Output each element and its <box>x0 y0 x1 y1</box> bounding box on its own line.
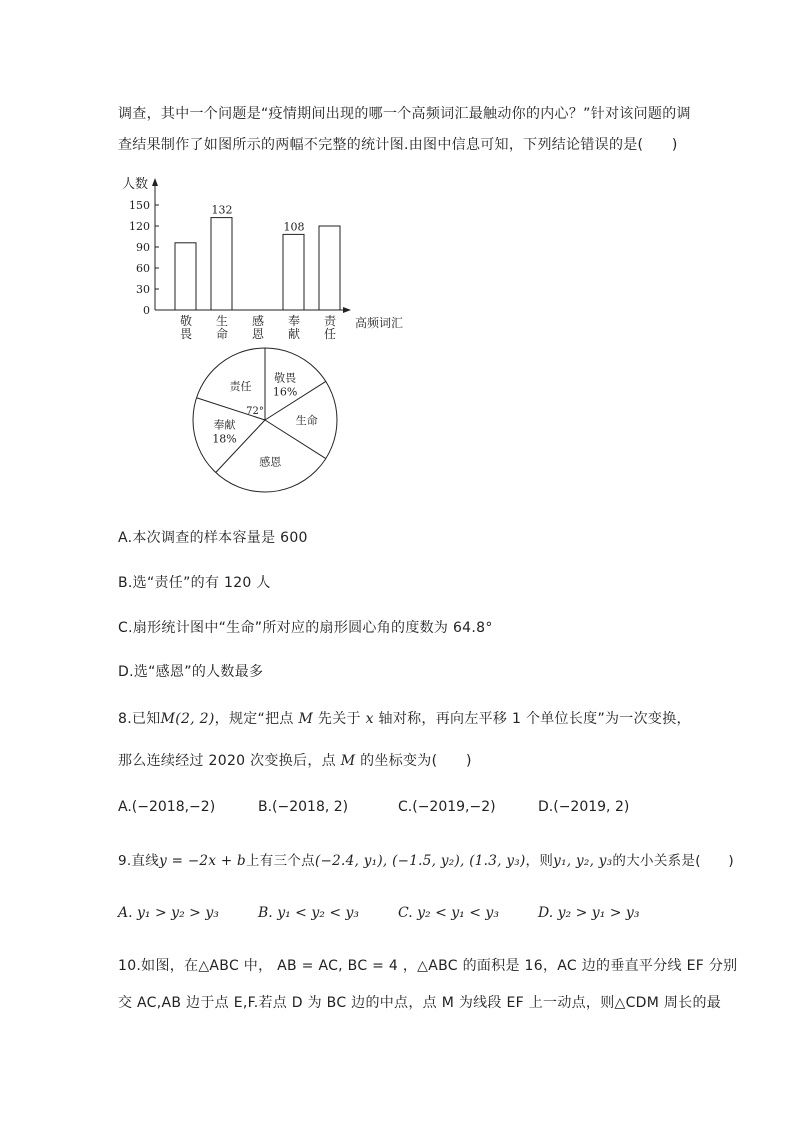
x-tick-label: 生 <box>215 314 229 328</box>
y-tick-label: 60 <box>136 262 150 275</box>
q8-option-a: A.(−2018,−2) <box>118 799 216 815</box>
q7-option-d: D.选“感恩”的人数最多 <box>118 664 264 680</box>
y-axis-arrow <box>152 178 158 186</box>
q8-line-2 <box>118 750 472 770</box>
pie-angle-label: 72° <box>246 406 264 417</box>
q10-line-1: 10.如图，在△ABC 中， AB = AC, BC = 4 ，△ABC 的面积是 16，AC 边的垂直平分线 EF 分别 <box>118 958 738 974</box>
q9-option-c: C. y₂ < y₁ < y₃ <box>398 905 499 921</box>
q8-mid2: 先关于 <box>317 711 361 727</box>
y-tick-label: 30 <box>136 283 150 296</box>
intro-line-1: 调查，其中一个问题是“疫情期间出现的哪一个高频词汇最触动你的内心？”针对该问题的调 <box>118 106 691 122</box>
x-tick-label: 命 <box>215 327 229 341</box>
bar-责任 <box>319 226 340 310</box>
pie-slice-name: 敬畏 <box>274 371 297 385</box>
bar-data-label: 132 <box>211 203 233 217</box>
bar-data-label: 108 <box>283 220 305 234</box>
x-tick-label: 恩 <box>251 327 265 341</box>
pie-slice-name: 奉献 <box>213 418 236 432</box>
q7-option-a: A.本次调查的样本容量是 600 <box>118 530 308 546</box>
q9-pre: 直线 <box>131 853 160 869</box>
q8-option-d: D.(−2019, 2) <box>538 799 630 815</box>
y-tick-label: 120 <box>129 220 150 233</box>
x-tick-label: 责 <box>323 314 337 328</box>
q8-line-1 <box>118 708 691 728</box>
x-axis-label: 高频词汇 <box>355 316 404 330</box>
q8-mid: ，规定“把点 <box>214 711 294 727</box>
q9-option-b: B. y₁ < y₂ < y₃ <box>258 905 360 921</box>
pie-slice-name: 责任 <box>229 380 252 394</box>
q9-vars: y₁, y₂, y₃ <box>553 853 613 869</box>
y-tick-label: 0 <box>143 304 150 317</box>
q8-line2a: 那么连续经过 2020 次变换后，点 <box>118 753 336 769</box>
q9-option-d: D. y₂ > y₁ > y₃ <box>538 905 640 921</box>
q8-x: x <box>365 711 374 727</box>
q10-line-2: 交 AC,AB 边于点 E,F.若点 D 为 BC 边的中点，点 M 为线段 EF 上一动点，则△CDM 周长的最 <box>118 995 722 1011</box>
intro-line-2: 查结果制作了如图所示的两幅不完整的统计图.由图中信息可知，下列结论错误的是( ) <box>118 137 678 153</box>
q8-option-b: B.(−2018, 2) <box>258 799 349 815</box>
q9-equation: y = −2x + b <box>159 853 246 869</box>
bar-chart <box>110 170 420 345</box>
q9-post: 的大小关系是( ) <box>612 853 734 869</box>
x-tick-label: 畏 <box>179 327 193 341</box>
pie-slice-percent: 16% <box>272 385 298 399</box>
q9-points: (−2.4, y₁), (−1.5, y₂), (1.3, y₃) <box>314 853 526 869</box>
x-tick-label: 感 <box>251 314 265 328</box>
q9-number: 9. <box>118 853 132 869</box>
x-tick-label: 敬 <box>179 314 193 328</box>
q9-mid: 上有三个点 <box>245 853 315 869</box>
pie-slice-name: 感恩 <box>259 455 282 469</box>
q8-m2: M <box>340 753 356 769</box>
pie-slice-name: 生命 <box>295 414 318 427</box>
q9-option-a: A. y₁ > y₂ > y₃ <box>118 905 219 921</box>
x-tick-label: 任 <box>323 327 337 341</box>
q8-number: 8. <box>118 711 132 727</box>
q9-line <box>118 849 734 869</box>
q9-mid2: ，则 <box>525 853 554 869</box>
y-tick-label: 90 <box>136 241 150 254</box>
q7-option-b: B.选“责任”的有 120 人 <box>118 575 271 591</box>
x-tick-label: 奉 <box>287 314 301 328</box>
q8-pre: 已知 <box>131 711 161 727</box>
pie-chart <box>185 340 345 500</box>
q8-mid3: 轴对称，再向左平移 1 个单位长度”为一次变换， <box>378 711 691 727</box>
x-axis-arrow <box>343 307 351 313</box>
q8-m1: M <box>298 711 314 727</box>
pie-slice-percent: 18% <box>212 432 237 446</box>
bar-奉献 <box>283 234 304 310</box>
bar-生命 <box>211 218 232 310</box>
y-tick-label: 150 <box>129 199 150 212</box>
q8-line2b: 的坐标变为( ) <box>360 753 472 769</box>
q7-option-c: C.扇形统计图中“生命”所对应的扇形圆心角的度数为 64.8° <box>118 620 493 636</box>
q8-option-c: C.(−2019,−2) <box>398 799 496 815</box>
y-axis-label: 人数 <box>122 177 149 192</box>
q8-point: M(2, 2) <box>160 711 215 727</box>
x-tick-label: 献 <box>287 327 301 341</box>
bar-敬畏 <box>175 243 196 310</box>
